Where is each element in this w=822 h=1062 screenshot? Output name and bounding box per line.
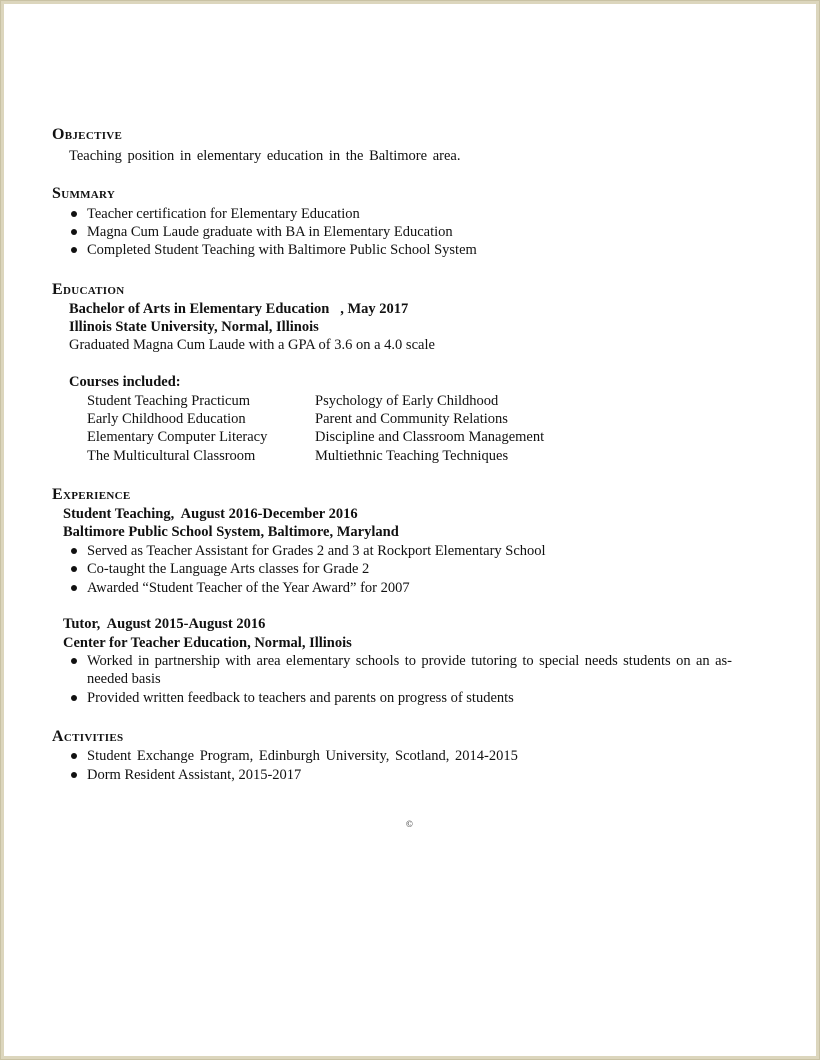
bullet-icon — [71, 585, 77, 591]
objective-heading: Objective — [52, 126, 123, 143]
summary-item: Magna Cum Laude graduate with BA in Elementary Education — [87, 224, 453, 240]
course-item: Parent and Community Relations — [315, 411, 508, 427]
course-item: Discipline and Classroom Management — [315, 429, 545, 445]
bullet-icon — [71, 753, 77, 759]
bullet-icon — [71, 247, 77, 253]
degree: Bachelor of Arts in Elementary Education , May 2017 — [69, 301, 409, 317]
summary-item: Completed Student Teaching with Baltimore Public School System — [87, 242, 477, 258]
course-item: Elementary Computer Literacy — [87, 429, 268, 445]
summary-item: Teacher certification for Elementary Education — [87, 206, 360, 222]
job-bullet: Worked in partnership with area elementary schools to provide tutoring to special needs students on an as-needed basis — [87, 653, 732, 687]
bullet-icon — [71, 211, 77, 217]
bullet-icon — [71, 548, 77, 554]
activity-item: Student Exchange Program, Edinburgh University, Scotland, 2014-2015 — [87, 748, 518, 764]
bullet-icon — [71, 695, 77, 701]
job-org: Center for Teacher Education, Normal, Illinois — [63, 635, 352, 651]
objective-text: Teaching position in elementary education in the Baltimore area. — [69, 148, 461, 164]
gpa: Graduated Magna Cum Laude with a GPA of 3.6 on a 4.0 scale — [69, 337, 435, 353]
education-heading: Education — [52, 281, 125, 298]
course-item: Student Teaching Practicum — [87, 393, 251, 409]
job-bullet: Awarded “Student Teacher of the Year Award” for 2007 — [87, 580, 410, 596]
courses-label: Courses included: — [69, 374, 181, 390]
job-org: Baltimore Public School System, Baltimore, Maryland — [63, 524, 399, 540]
activities-heading: Activities — [52, 728, 124, 745]
bullet-icon — [71, 658, 77, 664]
summary-heading: Summary — [52, 185, 116, 202]
activity-item: Dorm Resident Assistant, 2015-2017 — [87, 767, 302, 783]
bullet-icon — [71, 229, 77, 235]
course-item: Early Childhood Education — [87, 411, 246, 427]
job-title: Tutor, August 2015-August 2016 — [63, 616, 266, 632]
course-item: Multiethnic Teaching Techniques — [315, 448, 509, 464]
job-bullet: Served as Teacher Assistant for Grades 2 and 3 at Rockport Elementary School — [87, 543, 546, 559]
school: Illinois State University, Normal, Illinois — [69, 319, 319, 335]
experience-heading: Experience — [52, 486, 131, 503]
bullet-icon — [71, 566, 77, 572]
job-bullet: Provided written feedback to teachers and parents on progress of students — [87, 690, 514, 706]
job-bullet: Co-taught the Language Arts classes for Grade 2 — [87, 561, 370, 577]
copyright-mark: © — [406, 819, 413, 829]
course-item: The Multicultural Classroom — [87, 448, 256, 464]
job-title: Student Teaching, August 2016-December 2016 — [63, 506, 358, 522]
course-item: Psychology of Early Childhood — [315, 393, 499, 409]
bullet-icon — [71, 772, 77, 778]
